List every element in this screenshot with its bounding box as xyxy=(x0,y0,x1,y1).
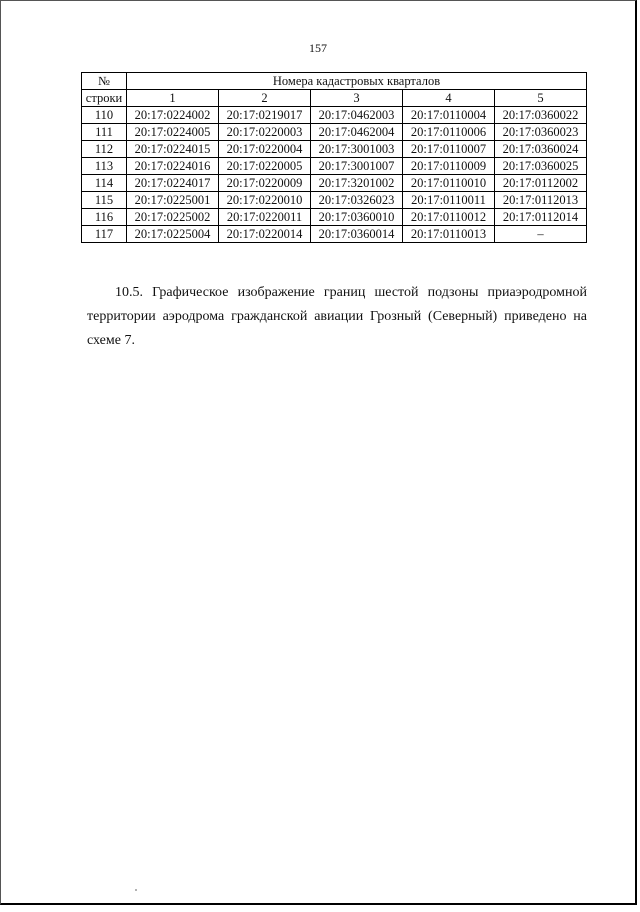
cadastral-number-cell: 20:17:0224015 xyxy=(127,141,219,158)
table-subheader-row xyxy=(82,90,587,107)
cadastral-number-cell: 20:17:0225002 xyxy=(127,209,219,226)
cadastral-number-cell: 20:17:3201002 xyxy=(311,175,403,192)
cadastral-number-cell: 20:17:0326023 xyxy=(311,192,403,209)
cadastral-number-cell: 20:17:0360025 xyxy=(495,158,587,175)
cadastral-number-cell: 20:17:0220004 xyxy=(219,141,311,158)
cadastral-quarters-table xyxy=(81,72,587,243)
body-paragraph xyxy=(87,281,587,353)
scan-speck xyxy=(135,889,137,891)
cadastral-number-cell: 20:17:0110011 xyxy=(403,192,495,209)
row-number-cell: 114 xyxy=(82,175,127,192)
table-row xyxy=(82,175,587,192)
cadastral-number-cell: 20:17:0112002 xyxy=(495,175,587,192)
table-row xyxy=(82,209,587,226)
cadastral-number-cell: 20:17:0110006 xyxy=(403,124,495,141)
cadastral-number-cell: 20:17:0110012 xyxy=(403,209,495,226)
row-number-cell: 113 xyxy=(82,158,127,175)
cadastral-number-cell: 20:17:0220003 xyxy=(219,124,311,141)
row-number-cell: 112 xyxy=(82,141,127,158)
cadastral-number-cell: 20:17:0462004 xyxy=(311,124,403,141)
cadastral-number-cell: 20:17:0220014 xyxy=(219,226,311,243)
column-number-header: 3 xyxy=(311,90,403,107)
cadastral-number-cell: 20:17:3001003 xyxy=(311,141,403,158)
cadastral-number-cell: 20:17:0224002 xyxy=(127,107,219,124)
cadastral-number-cell: – xyxy=(495,226,587,243)
cadastral-number-cell: 20:17:0220010 xyxy=(219,192,311,209)
row-number-header-line1: № xyxy=(98,73,110,88)
row-number-cell: 117 xyxy=(82,226,127,243)
table-row xyxy=(82,141,587,158)
cadastral-number-cell: 20:17:0112014 xyxy=(495,209,587,226)
row-number-header xyxy=(82,73,127,90)
cadastral-number-cell: 20:17:0225004 xyxy=(127,226,219,243)
cadastral-number-cell: 20:17:0224016 xyxy=(127,158,219,175)
cadastral-number-cell: 20:17:0360010 xyxy=(311,209,403,226)
cadastral-number-cell: 20:17:0360023 xyxy=(495,124,587,141)
table-row xyxy=(82,226,587,243)
table-row xyxy=(82,107,587,124)
cadastral-number-cell: 20:17:0110010 xyxy=(403,175,495,192)
row-number-cell: 116 xyxy=(82,209,127,226)
cadastral-number-cell: 20:17:0220011 xyxy=(219,209,311,226)
row-number-cell: 111 xyxy=(82,124,127,141)
cadastral-number-cell: 20:17:0225001 xyxy=(127,192,219,209)
cadastral-number-cell: 20:17:0360014 xyxy=(311,226,403,243)
column-number-header: 1 xyxy=(127,90,219,107)
cadastral-number-cell: 20:17:0220009 xyxy=(219,175,311,192)
cadastral-number-cell: 20:17:0224005 xyxy=(127,124,219,141)
column-number-header: 4 xyxy=(403,90,495,107)
paragraph-text: 10.5. Графическое изображение границ шестой подзоны приаэродромной территории аэродрома гражданской авиации Грозный (Северный) приведено на схеме 7. xyxy=(87,285,587,348)
column-number-header: 5 xyxy=(495,90,587,107)
cadastral-number-cell: 20:17:0219017 xyxy=(219,107,311,124)
cadastral-number-cell: 20:17:0224017 xyxy=(127,175,219,192)
column-number-header: 2 xyxy=(219,90,311,107)
cadastral-number-cell: 20:17:0110004 xyxy=(403,107,495,124)
row-number-cell: 110 xyxy=(82,107,127,124)
cadastral-number-cell: 20:17:0112013 xyxy=(495,192,587,209)
cadastral-number-cell: 20:17:0360022 xyxy=(495,107,587,124)
cadastral-number-cell: 20:17:0110009 xyxy=(403,158,495,175)
cadastral-number-cell: 20:17:0462003 xyxy=(311,107,403,124)
cadastral-number-cell: 20:17:0110007 xyxy=(403,141,495,158)
table-header-row xyxy=(82,73,587,90)
table-row xyxy=(82,158,587,175)
row-number-cell: 115 xyxy=(82,192,127,209)
row-number-header-line2: строки xyxy=(82,90,127,107)
table-row xyxy=(82,124,587,141)
cadastral-number-cell: 20:17:0360024 xyxy=(495,141,587,158)
table-row xyxy=(82,192,587,209)
cadastral-number-cell: 20:17:0220005 xyxy=(219,158,311,175)
cadastral-number-cell: 20:17:0110013 xyxy=(403,226,495,243)
cadastral-number-cell: 20:17:3001007 xyxy=(311,158,403,175)
group-header: Номера кадастровых кварталов xyxy=(127,73,587,90)
page-number: 157 xyxy=(309,41,327,55)
